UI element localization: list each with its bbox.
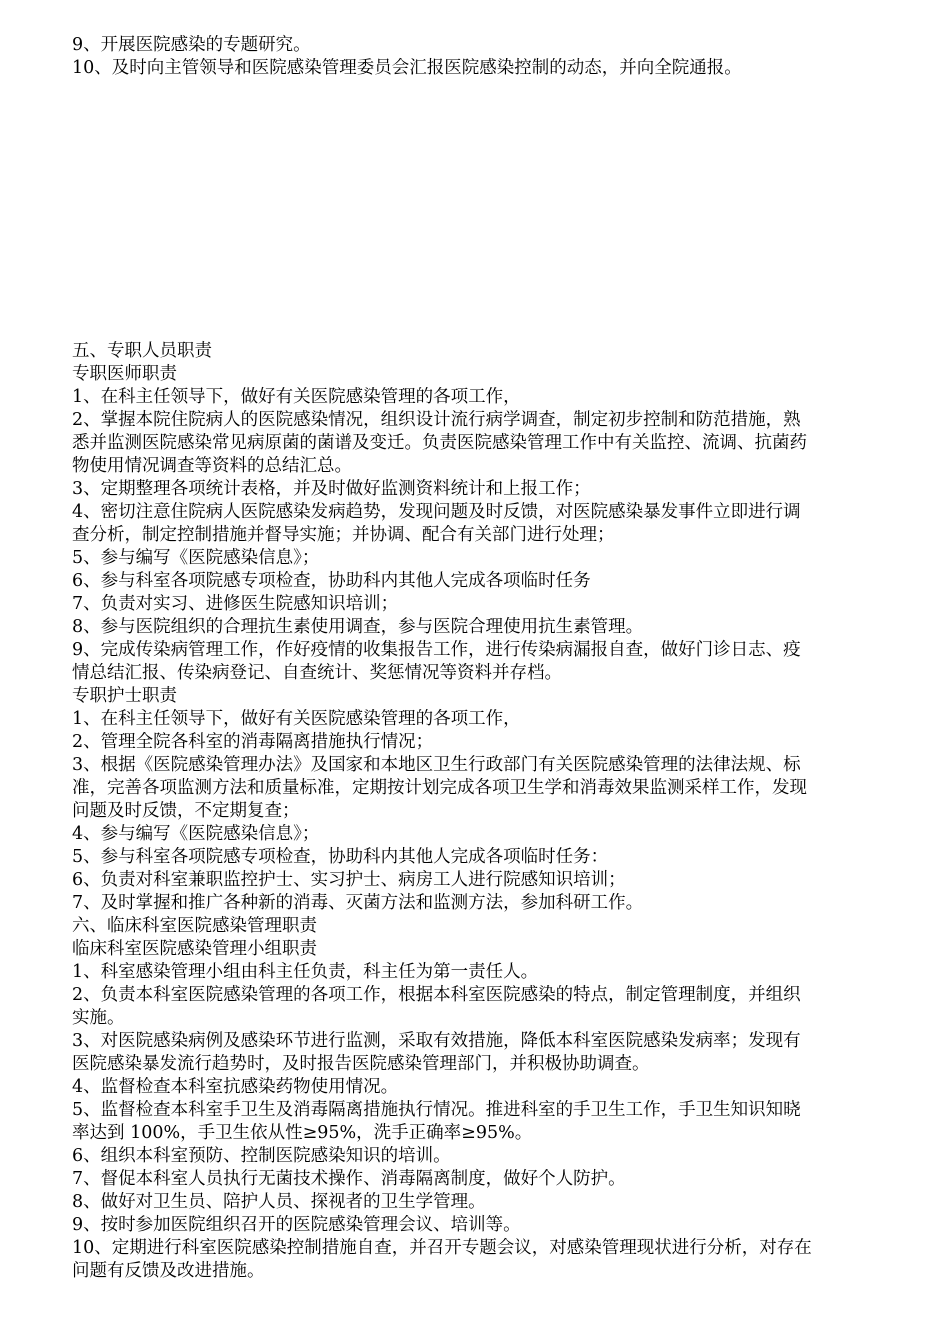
- main-line: 临床科室医院感染管理小组职责: [72, 939, 317, 959]
- main-line: 悉并监测医院感染常见病原菌的菌谱及变迁。负责医院感染管理工作中有关监控、流调、抗菌药: [72, 433, 807, 453]
- main-line: 实施。: [72, 1008, 125, 1028]
- main-line: 3、定期整理各项统计表格，并及时做好监测资料统计和上报工作；: [72, 479, 591, 499]
- main-line: 6、参与科室各项院感专项检查，协助科内其他人完成各项临时任务: [72, 571, 591, 591]
- main-line: 问题及时反馈，不定期复查；: [72, 801, 300, 821]
- main-line: 物使用情况调查等资料的总结汇总。: [72, 456, 352, 476]
- main-line: 6、组织本科室预防、控制医院感染知识的培训。: [72, 1146, 451, 1166]
- main-line: 准，完善各项监测方法和质量标准，定期按计划完成各项卫生学和消毒效果监测采样工作，发现: [72, 778, 807, 798]
- main-line: 2、掌握本院住院病人的医院感染情况，组织设计流行病学调查，制定初步控制和防范措施，熟: [72, 410, 801, 430]
- main-line: 专职护士职责: [72, 686, 177, 706]
- main-line: 9、按时参加医院组织召开的医院感染管理会议、培训等。: [72, 1215, 521, 1235]
- main-line: 8、参与医院组织的合理抗生素使用调查，参与医院合理使用抗生素管理。: [72, 617, 644, 637]
- main-line: 五、专职人员职责: [72, 341, 212, 361]
- main-line: 1、科室感染管理小组由科主任负责，科主任为第一责任人。: [72, 962, 539, 982]
- main-line: 7、负责对实习、进修医生院感知识培训；: [72, 594, 399, 614]
- main-line: 4、监督检查本科室抗感染药物使用情况。: [72, 1077, 399, 1097]
- main-line: 情总结汇报、传染病登记、自查统计、奖惩情况等资料并存档。: [72, 663, 562, 683]
- main-line: 4、密切注意住院病人医院感染发病趋势，发现问题及时反馈，对医院感染暴发事件立即进行调: [72, 502, 801, 522]
- main-line: 2、负责本科室医院感染管理的各项工作，根据本科室医院感染的特点，制定管理制度，并组织: [72, 985, 801, 1005]
- main-line: 专职医师职责: [72, 364, 177, 384]
- main-line: 查分析，制定控制措施并督导实施；并协调、配合有关部门进行处理；: [72, 525, 615, 545]
- main-line: 4、参与编写《医院感染信息》；: [72, 824, 320, 844]
- main-line: 5、监督检查本科室手卫生及消毒隔离措施执行情况。推进科室的手卫生工作，手卫生知识知晓: [72, 1100, 801, 1120]
- main-line: 7、及时掌握和推广各种新的消毒、灭菌方法和监测方法，参加科研工作。: [72, 893, 644, 913]
- main-line: 3、根据《医院感染管理办法》及国家和本地区卫生行政部门有关医院感染管理的法律法规、标: [72, 755, 801, 775]
- top-text-block: [72, 34, 880, 80]
- main-line: 6、负责对科室兼职监控护士、实习护士、病房工人进行院感知识培训；: [72, 870, 626, 890]
- main-line: 3、对医院感染病例及感染环节进行监测，采取有效措施，降低本科室医院感染发病率；发现有: [72, 1031, 801, 1051]
- main-line: 2、管理全院各科室的消毒隔离措施执行情况；: [72, 732, 434, 752]
- main-line: 10、定期进行科室医院感染控制措施自查，并召开专题会议，对感染管理现状进行分析，对存在: [72, 1238, 812, 1258]
- main-text-block: [72, 340, 880, 1283]
- main-line: 医院感染暴发流行趋势时，及时报告医院感染管理部门，并积极协助调查。: [72, 1054, 650, 1074]
- main-line: 1、在科主任领导下，做好有关医院感染管理的各项工作，: [72, 387, 521, 407]
- main-line: 9、完成传染病管理工作，作好疫情的收集报告工作，进行传染病漏报自查，做好门诊日志、疫: [72, 640, 801, 660]
- main-line: 1、在科主任领导下，做好有关医院感染管理的各项工作，: [72, 709, 521, 729]
- main-line: 8、做好对卫生员、陪护人员、探视者的卫生学管理。: [72, 1192, 486, 1212]
- top-line: 9、开展医院感染的专题研究。: [72, 35, 311, 55]
- main-line: 5、参与科室各项院感专项检查，协助科内其他人完成各项临时任务：: [72, 847, 609, 867]
- top-line: 10、及时向主管领导和医院感染管理委员会汇报医院感染控制的动态，并向全院通报。: [72, 58, 742, 78]
- main-line: 7、督促本科室人员执行无菌技术操作、消毒隔离制度，做好个人防护。: [72, 1169, 626, 1189]
- main-line: 率达到 100%，手卫生依从性≥95%，洗手正确率≥95%。: [72, 1123, 533, 1143]
- main-line: 5、参与编写《医院感染信息》；: [72, 548, 320, 568]
- main-line: 六、临床科室医院感染管理职责: [72, 916, 317, 936]
- main-line: 问题有反馈及改进措施。: [72, 1261, 265, 1281]
